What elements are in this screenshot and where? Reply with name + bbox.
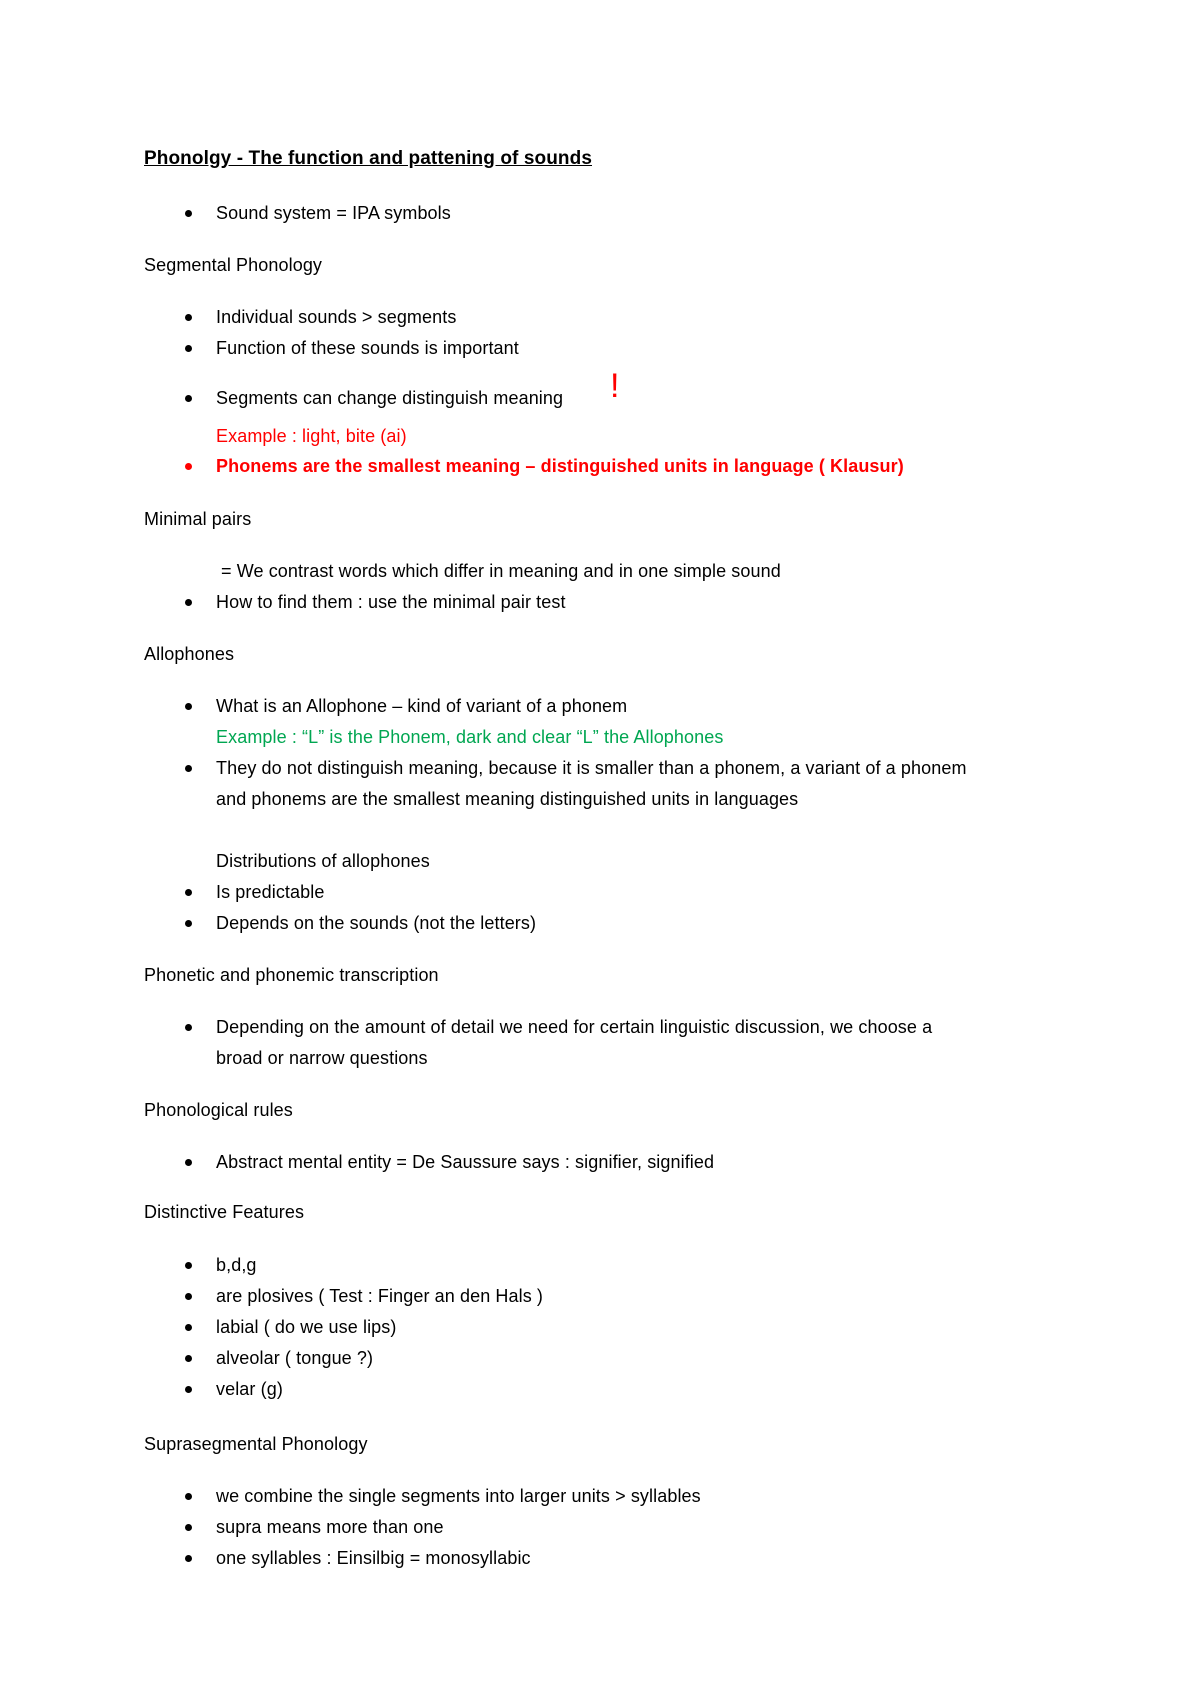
bullet-icon: [185, 703, 192, 710]
example-text: Example : light, bite (ai): [216, 426, 407, 446]
list-item: Depends on the sounds (not the letters): [216, 913, 537, 933]
bullet-icon: [185, 1324, 192, 1331]
list-item: are plosives ( Test : Finger an den Hals ): [216, 1286, 544, 1306]
list-item: velar (g): [216, 1379, 283, 1399]
list-item: Is predictable: [216, 882, 325, 902]
bullet-icon: [185, 599, 192, 606]
bullet-icon: [185, 1293, 192, 1300]
list-item: b,d,g: [216, 1255, 257, 1275]
list-item: They do not distinguish meaning, because it is smaller than a phonem, a variant of a phonem: [216, 758, 967, 778]
section-heading-transcription: Phonetic and phonemic transcription: [144, 965, 439, 985]
bullet-icon: [185, 1524, 192, 1531]
list-item: What is an Allophone – kind of variant of a phonem: [216, 696, 628, 716]
list-item: Function of these sounds is important: [216, 338, 519, 358]
definition-text: = We contrast words which differ in meaning and in one simple sound: [221, 561, 781, 581]
bullet-icon: [185, 1555, 192, 1562]
bullet-icon: [185, 1355, 192, 1362]
list-item-important: Phonems are the smallest meaning – distinguished units in language ( Klausur): [216, 456, 904, 476]
list-item: one syllables : Einsilbig = monosyllabic: [216, 1548, 531, 1568]
section-heading-allophones: Allophones: [144, 644, 235, 664]
bullet-icon: [185, 1386, 192, 1393]
list-item: alveolar ( tongue ?): [216, 1348, 374, 1368]
bullet-icon: [185, 765, 192, 772]
example-text: Example : “L” is the Phonem, dark and clear “L” the Allophones: [216, 727, 724, 747]
exclamation-mark: !: [610, 367, 620, 405]
list-item-continuation: and phonems are the smallest meaning distinguished units in languages: [216, 789, 799, 809]
bullet-icon: [185, 463, 192, 470]
section-heading-suprasegmental: Suprasegmental Phonology: [144, 1434, 368, 1454]
list-item: we combine the single segments into larger units > syllables: [216, 1486, 701, 1506]
page-title: Phonolgy - The function and pattening of sounds: [144, 148, 592, 169]
bullet-icon: [185, 1493, 192, 1500]
bullet-icon: [185, 314, 192, 321]
list-item: Individual sounds > segments: [216, 307, 457, 327]
list-item: labial ( do we use lips): [216, 1317, 397, 1337]
list-item: Sound system = IPA symbols: [216, 203, 451, 223]
bullet-icon: [185, 920, 192, 927]
section-heading-minimal-pairs: Minimal pairs: [144, 509, 252, 529]
section-heading-segmental: Segmental Phonology: [144, 255, 323, 275]
list-item-continuation: broad or narrow questions: [216, 1048, 428, 1068]
list-item: supra means more than one: [216, 1517, 444, 1537]
bullet-icon: [185, 395, 192, 402]
bullet-icon: [185, 1262, 192, 1269]
list-item: Segments can change distinguish meaning: [216, 388, 564, 408]
bullet-icon: [185, 210, 192, 217]
list-item: How to find them : use the minimal pair test: [216, 592, 566, 612]
list-item: Depending on the amount of detail we need for certain linguistic discussion, we choose a: [216, 1017, 933, 1037]
bullet-icon: [185, 889, 192, 896]
list-item: Abstract mental entity = De Saussure says : signifier, signified: [216, 1152, 715, 1172]
bullet-icon: [185, 1159, 192, 1166]
bullet-icon: [185, 1024, 192, 1031]
subheading-distributions: Distributions of allophones: [216, 851, 430, 871]
section-heading-rules: Phonological rules: [144, 1100, 293, 1120]
bullet-icon: [185, 345, 192, 352]
section-heading-features: Distinctive Features: [144, 1202, 305, 1222]
